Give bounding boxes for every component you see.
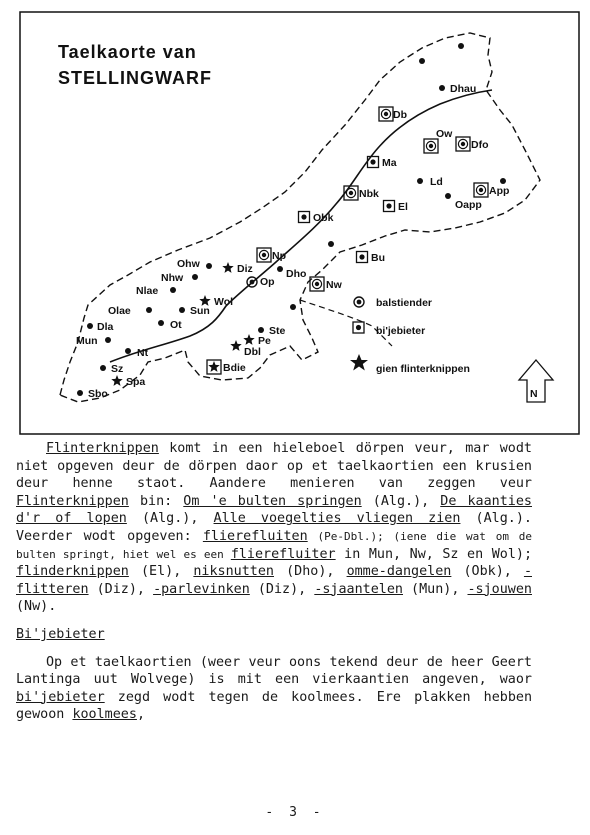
place-mun-label: Mun [76, 335, 98, 347]
place-el-label: El [398, 201, 408, 213]
paragraph-bijebieter [16, 654, 532, 724]
text-run: zegd wodt tegen de koolmees. Ere plakken hebben gewoon [16, 689, 532, 723]
place-sbo-label: Sbo [88, 388, 108, 400]
place-sun-dot [179, 307, 185, 313]
term: bi'jebieter [16, 689, 105, 705]
legend-balstiender-label: balstiender [376, 297, 433, 309]
place-ohw-label: Ohw [177, 258, 200, 270]
text-run: (El), [128, 564, 194, 580]
place-dhau-label: Dhau [450, 83, 477, 95]
place-db-dot [384, 112, 388, 116]
map-title-line2: STELLINGWARF [58, 68, 212, 88]
place-nlae-label: Nlae [136, 285, 159, 297]
place-bu-dot [359, 254, 364, 259]
map-title-line1: Taelkaorte van [58, 42, 197, 62]
place-obk-label: Obk [313, 212, 334, 224]
place-mun-dot [105, 337, 111, 343]
term: -parlevinken [153, 581, 250, 597]
place-ma-label: Ma [382, 157, 397, 169]
text-run: komt in een hieleboel dörpen veur, mar wodt niet opgeven deur de dörpen daor op et taelkaortien een krusien deur henne staot. Aandere menieren van zeggen veur [16, 441, 532, 492]
place-app-label: App [489, 185, 510, 197]
term: De kaanties d'r of lopen [16, 493, 532, 527]
place-dhau-dot [439, 85, 445, 91]
article-body [16, 440, 532, 724]
legend-balstiender-dot [357, 300, 362, 305]
place-dfo-dot [461, 142, 465, 146]
term: -sjouwen [467, 581, 532, 597]
term: Om 'e bulten springen [183, 493, 362, 509]
text-run: (Alg.), [126, 511, 214, 527]
place-nw-label: Nw [326, 279, 342, 291]
d-app-right [500, 178, 506, 184]
legend-bijebieter-label: bi'jebieter [376, 325, 426, 337]
place-app-dot [479, 188, 483, 192]
place-ohw-dot [206, 263, 212, 269]
term: koolmees [72, 707, 137, 723]
place-nw-dot [315, 282, 319, 286]
text-run: (Diz), [249, 581, 315, 597]
term: flierefluiter [230, 546, 336, 562]
text-run: (Alg.). Veerder wodt opgeven: [16, 511, 532, 544]
d-top1 [458, 43, 464, 49]
place-ma-dot [370, 159, 375, 164]
place-dla-label: Dla [97, 321, 114, 333]
place-op-dot [250, 280, 255, 285]
place-olae-dot [146, 307, 152, 313]
d-mid2 [290, 304, 296, 310]
place-spa-label: Spa [126, 376, 146, 388]
place-dho-label: Dho [286, 268, 307, 280]
place-dho-dot [277, 266, 283, 272]
place-oapp-dot [445, 193, 451, 199]
place-obk-dot [301, 214, 306, 219]
place-ow-label: Ow [436, 128, 453, 140]
term: -sjaantelen [314, 581, 403, 597]
place-nhw-dot [192, 274, 198, 280]
place-ste-label: Ste [269, 325, 286, 337]
d-top2 [419, 58, 425, 64]
text-run: in Mun, Nw, Sz en Wol); [335, 546, 532, 562]
place-el-dot [386, 203, 391, 208]
text-run: (Obk), [451, 564, 524, 580]
place-diz-label: Diz [237, 263, 253, 275]
term: Flinterknippen [16, 493, 129, 509]
place-np-label: Np [272, 250, 286, 262]
place-pe-label: Pe [258, 335, 271, 347]
legend-bijebieter-dot [356, 325, 361, 330]
place-bu-label: Bu [371, 252, 385, 264]
term: flierefluiten [202, 528, 308, 544]
place-dbl-label: Dbl [244, 346, 261, 358]
place-olae-label: Olae [108, 305, 131, 317]
place-bdie-label: Bdie [223, 362, 246, 374]
term: Alle voegelties vliegen zien [213, 511, 461, 527]
place-nbk-label: Nbk [359, 188, 379, 200]
section-heading: Bi'jebieter [16, 626, 105, 642]
paragraph-flinterknippen [16, 440, 532, 616]
place-dla-dot [87, 323, 93, 329]
term: - flitteren [16, 564, 532, 597]
place-nt-dot [125, 348, 131, 354]
text-run: Op et taelkaortien (weer veur oons tekend deur de heer Geert Lantinga uut Wolvege) is mit een vierkaantien angeven, waor [16, 654, 532, 688]
place-db-label: Db [393, 109, 407, 121]
place-dfo-label: Dfo [471, 139, 489, 151]
term: flinderknippen [16, 564, 129, 580]
place-sun-label: Sun [190, 305, 210, 317]
place-nbk-dot [349, 191, 353, 195]
place-nt-label: Nt [137, 347, 149, 359]
north-label: N [530, 388, 538, 400]
place-sz-label: Sz [111, 363, 124, 375]
text-run: , [136, 707, 145, 723]
place-ste-dot [258, 327, 264, 333]
legend-flinter-label: gien flinterknippen [376, 363, 470, 375]
term: niksnutten [193, 564, 274, 580]
text-run: (Pe-Dbl.); (iene die wat om de bulten springt, hiet wel es een [16, 529, 532, 561]
place-wol-label: Wol [214, 296, 234, 308]
place-sbo-dot [77, 390, 83, 396]
place-ot-label: Ot [170, 319, 182, 331]
text-run: (Alg.), [361, 493, 441, 509]
place-ld-dot [417, 178, 423, 184]
page-number: - 3 - [265, 805, 325, 820]
text-run: bin: [128, 493, 184, 509]
place-ot-dot [158, 320, 164, 326]
place-ld-label: Ld [430, 176, 443, 188]
place-op-label: Op [260, 276, 275, 288]
text-run: (Mun), [403, 581, 468, 597]
place-sz-dot [100, 365, 106, 371]
place-ow-dot [429, 144, 433, 148]
d-mid1 [328, 241, 334, 247]
place-oapp-label: Oapp [455, 199, 482, 211]
place-nhw-label: Nhw [161, 272, 184, 284]
term: omme-dangelen [346, 564, 452, 580]
text-run: (Diz), [88, 581, 154, 597]
term: Flinterknippen [46, 441, 159, 456]
place-nlae-dot [170, 287, 176, 293]
text-run: (Nw). [16, 599, 57, 615]
text-run: (Dho), [274, 564, 347, 580]
place-np-dot [262, 253, 266, 257]
